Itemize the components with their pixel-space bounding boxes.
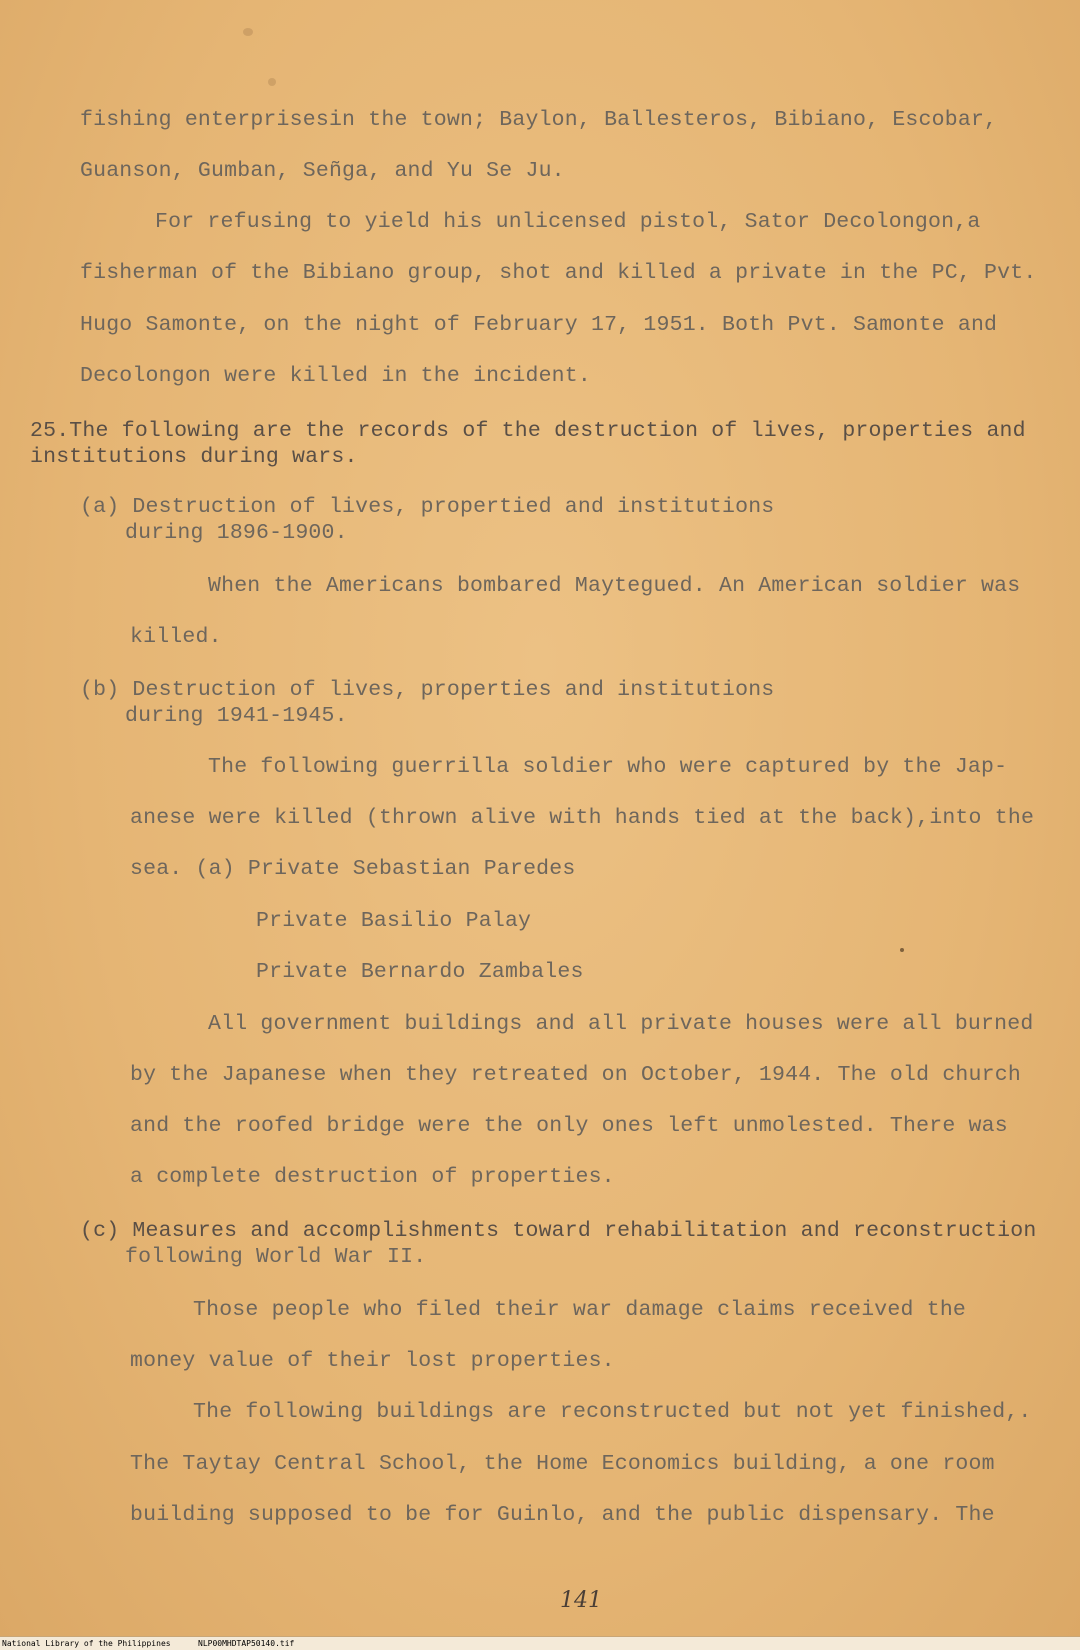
text-line: institutions during wars.	[30, 445, 358, 469]
text-line: during 1941-1945.	[125, 704, 348, 728]
text-line: Decolongon were killed in the incident.	[80, 364, 591, 388]
text-line: When the Americans bombared Maytegued. An American soldier was	[208, 574, 1021, 598]
text-line: and the roofed bridge were the only ones left unmolested. There was	[130, 1114, 1008, 1138]
text-line: money value of their lost properties.	[130, 1349, 615, 1373]
text-line: fishing enterprisesin the town; Baylon, Ballesteros, Bibiano, Escobar,	[80, 108, 998, 132]
text-line: following World War II.	[125, 1245, 427, 1269]
text-line: killed.	[130, 625, 222, 649]
text-line: fisherman of the Bibiano group, shot and killed a private in the PC, Pvt.	[80, 261, 1037, 285]
subsection-heading: (a) Destruction of lives, propertied and institutions	[80, 495, 775, 519]
subsection-heading: (c) Measures and accomplishments toward rehabilitation and reconstruction	[80, 1219, 1037, 1243]
text-line: during 1896-1900.	[125, 521, 348, 545]
text-line: anese were killed (thrown alive with hands tied at the back),into the	[130, 806, 1035, 830]
text-line: Private Basilio Palay	[256, 909, 532, 933]
text-line: Hugo Samonte, on the night of February 17, 1951. Both Pvt. Samonte and	[80, 313, 998, 337]
text-line: The following buildings are reconstructed but not yet finished,.	[193, 1400, 1032, 1424]
text-line: Guanson, Gumban, Señga, and Yu Se Ju.	[80, 159, 565, 183]
page-number: 141	[560, 1588, 602, 1613]
text-line: by the Japanese when they retreated on October, 1944. The old church	[130, 1063, 1021, 1087]
text-line: Those people who filed their war damage claims received the	[193, 1298, 967, 1322]
text-line: a complete destruction of properties.	[130, 1165, 615, 1189]
section-heading: 25.The following are the records of the destruction of lives, properties and	[30, 419, 1026, 443]
text-line: sea. (a) Private Sebastian Paredes	[130, 857, 576, 881]
subsection-heading: (b) Destruction of lives, properties and institutions	[80, 678, 775, 702]
text-line: building supposed to be for Guinlo, and the public dispensary. The	[130, 1503, 995, 1527]
archive-footer	[0, 1636, 1080, 1650]
library-credit: National Library of the Philippines	[2, 1639, 171, 1648]
text-line: For refusing to yield his unlicensed pistol, Sator Decolongon,a	[155, 210, 981, 234]
text-line: All government buildings and all private houses were all burned	[208, 1012, 1034, 1036]
text-line: The Taytay Central School, the Home Economics building, a one room	[130, 1452, 995, 1476]
text-line: Private Bernardo Zambales	[256, 960, 584, 984]
text-line: The following guerrilla soldier who were captured by the Jap-	[208, 755, 1008, 779]
file-id: NLP00MHDTAP50140.tif	[198, 1639, 295, 1648]
